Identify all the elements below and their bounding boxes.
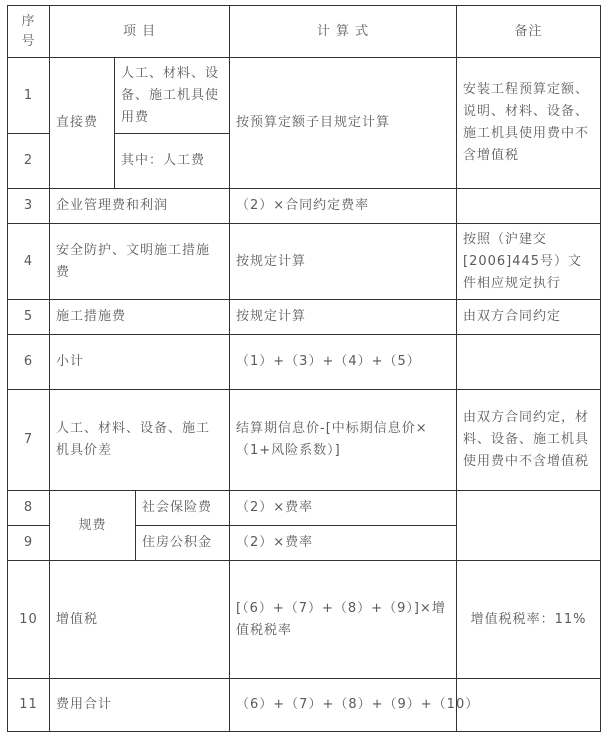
table-row [8,335,601,390]
remark-cell [457,491,601,561]
remark-cell: 增值税税率：11% [457,561,601,679]
table-row [8,390,601,491]
header-remark: 备注 [457,6,601,58]
table-row [8,189,601,224]
table-row [8,561,601,679]
item-label: 其中：人工费 [115,134,230,189]
row-number: 3 [8,189,50,224]
group-label: 直接费 [50,58,115,189]
row-number: 11 [8,679,50,732]
row-number: 8 [8,491,50,526]
table-row [8,491,601,526]
formula-cell: （1）+（3）+（4）+（5） [230,335,457,390]
item-label: 人工、材料、设备、施工机具价差 [50,390,230,491]
remark-cell: 安装工程预算定额、说明、材料、设备、施工机具使用费中不含增值税 [457,58,601,189]
fee-calculation-table [7,5,601,732]
table-header-row [8,6,601,58]
item-label: 小计 [50,335,230,390]
header-seq: 序号 [8,6,50,58]
row-number: 7 [8,390,50,491]
row-number: 5 [8,300,50,335]
item-label: 施工措施费 [50,300,230,335]
row-number: 4 [8,224,50,300]
formula-cell: 按规定计算 [230,224,457,300]
remark-cell: 由双方合同约定 [457,300,601,335]
row-number: 10 [8,561,50,679]
item-label: 住房公积金 [136,526,230,561]
remark-cell: 由双方合同约定，材料、设备、施工机具使用费中不含增值税 [457,390,601,491]
table-row [8,679,601,732]
row-number: 6 [8,335,50,390]
item-label: 安全防护、文明施工措施费 [50,224,230,300]
formula-cell: （2）×费率 [230,526,457,561]
remark-cell [457,335,601,390]
table-row [8,224,601,300]
table-row [8,300,601,335]
row-number: 9 [8,526,50,561]
formula-cell: [（6）+（7）+（8）+（9）]×增值税税率 [230,561,457,679]
row-number: 1 [8,58,50,134]
remark-cell [457,189,601,224]
item-label: 人工、材料、设备、施工机具使用费 [115,58,230,134]
group-label: 规费 [50,491,136,561]
item-label: 费用合计 [50,679,230,732]
formula-cell: 按规定计算 [230,300,457,335]
formula-cell: 按预算定额子目规定计算 [230,58,457,189]
remark-cell: 按照（沪建交[2006]445号）文件相应规定执行 [457,224,601,300]
formula-cell: （2）×费率 [230,491,457,526]
table-row [8,58,601,134]
header-item: 项 目 [50,6,230,58]
header-formula: 计 算 式 [230,6,457,58]
formula-cell: 结算期信息价-[中标期信息价×（1+风险系数）] [230,390,457,491]
formula-cell: （6）+（7）+（8）+（9）+（10） [230,679,457,732]
item-label: 增值税 [50,561,230,679]
item-label: 企业管理费和利润 [50,189,230,224]
row-number: 2 [8,134,50,189]
item-label: 社会保险费 [136,491,230,526]
formula-cell: （2）×合同约定费率 [230,189,457,224]
